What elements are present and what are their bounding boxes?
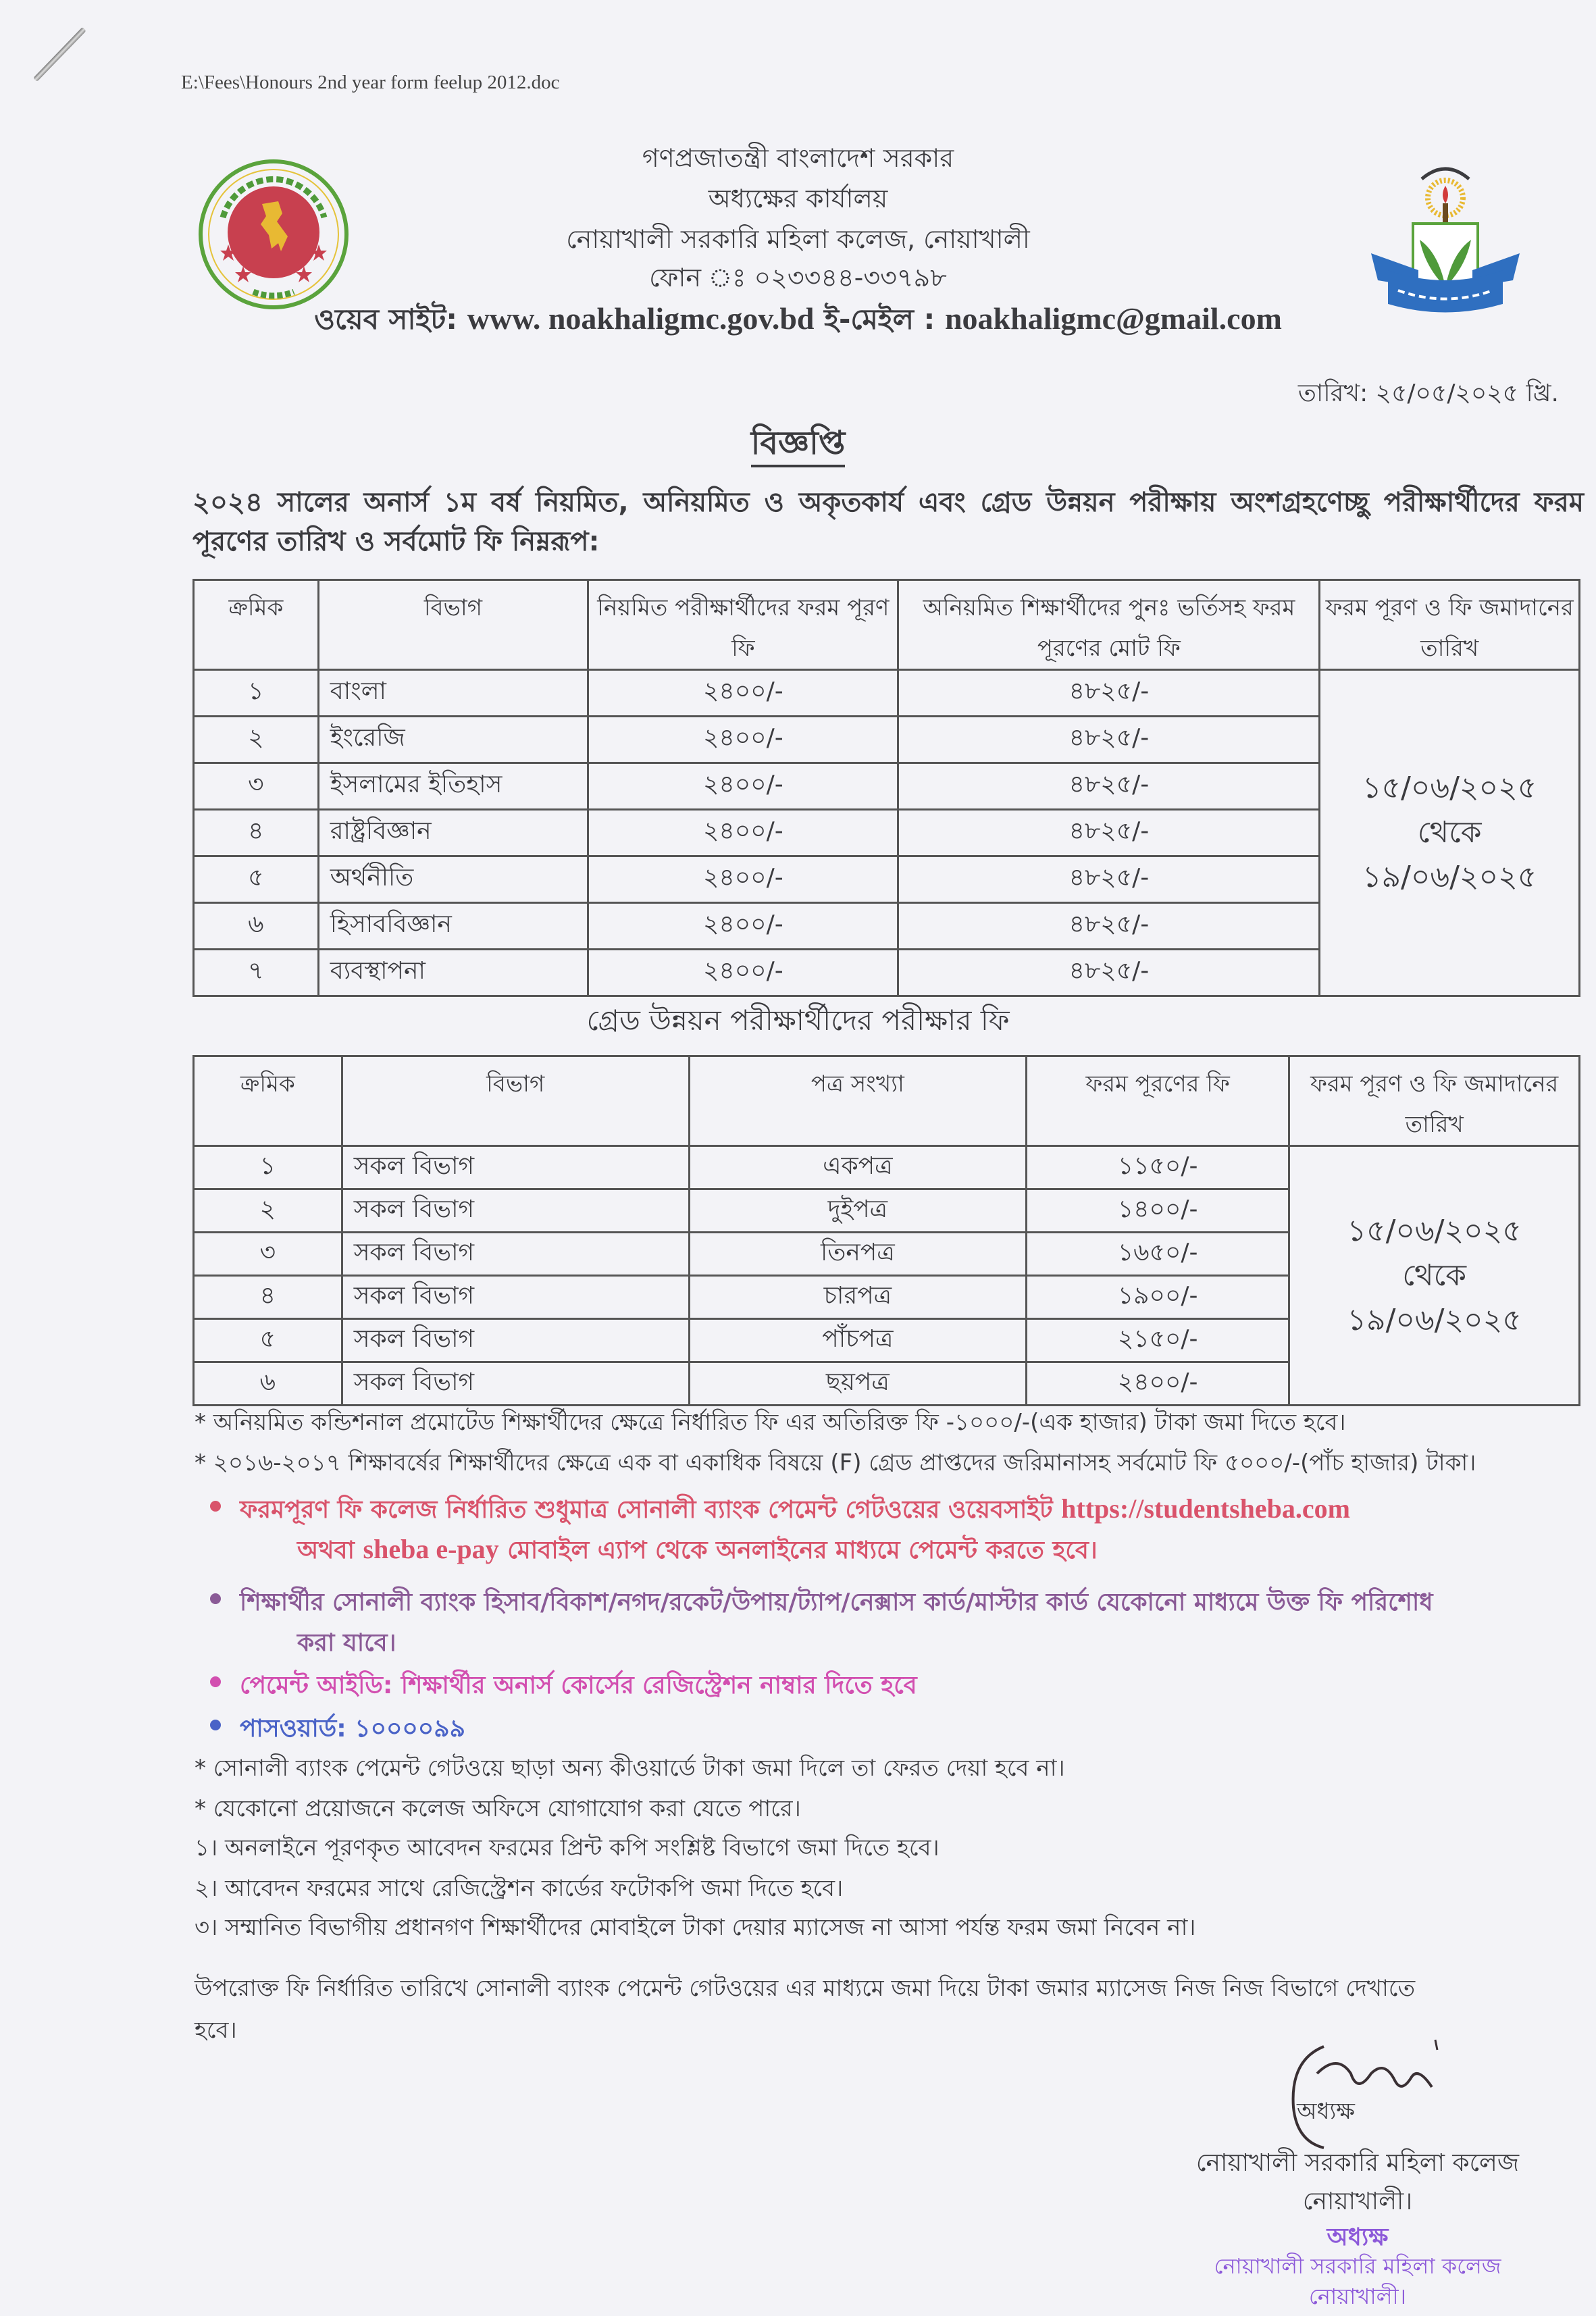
department-cell: ইসলামের ইতিহাস: [318, 763, 588, 810]
department-cell: ব্যবস্থাপনা: [318, 950, 588, 996]
papers-cell: ছয়পত্র: [689, 1362, 1026, 1406]
regular-fee-cell: ২৪০০/-: [588, 763, 898, 810]
department-cell: রাষ্ট্রবিজ্ঞান: [318, 810, 588, 856]
header-office: অধ্যক্ষের কার্যালয়: [708, 184, 888, 213]
bullet-payment-website: [240, 1491, 1350, 1532]
serial-cell: ১: [194, 670, 319, 717]
regular-fee-cell: ২৪০০/-: [588, 717, 898, 763]
col-serial: ক্রমিক: [194, 580, 319, 670]
stamp-designation: অধ্যক্ষ: [1327, 2223, 1389, 2251]
department-cell: সকল বিভাগ: [342, 1319, 689, 1362]
studentsheba-link[interactable]: https://studentsheba.com: [1061, 1493, 1351, 1524]
irregular-fee-cell: ৪৮২৫/-: [898, 763, 1320, 810]
note-step-1: ১। অনলাইনে পূরণকৃত আবেদন ফরমের প্রিন্ট কপি সংশ্লিষ্ট বিভাগে জমা দিতে হবে।: [195, 1834, 939, 1861]
note-step-2: ২। আবেদন ফরমের সাথে রেজিস্ট্রেশন কার্ডের ফটোকপি জমা দিতে হবে।: [195, 1875, 844, 1902]
signature-institution: নোয়াখালী সরকারি মহিলা কলেজ: [1195, 2149, 1520, 2177]
header-contact: [0, 297, 1596, 345]
serial-cell: ৪: [194, 810, 319, 856]
department-cell: বাংলা: [318, 670, 588, 717]
fee-cell: ১৯০০/-: [1026, 1276, 1289, 1319]
irregular-fee-cell: ৪৮২৫/-: [898, 950, 1320, 996]
note-refund: * সোনালী ব্যাংক পেমেন্ট গেটওয়ে ছাড়া অন্য কীওয়ার্ডে টাকা জমা দিলে তা ফেরত দেয়া হবে না।: [195, 1755, 1065, 1782]
signature-designation: অধ্যক্ষ: [1297, 2098, 1355, 2125]
col-irregular-fee: অনিয়মিত শিক্ষার্থীদের পুনঃ ভর্তিসহ ফরম পূরণের মোট ফি: [898, 580, 1320, 670]
regular-fee-cell: ২৪০০/-: [588, 856, 898, 903]
bullet-payment-text: ফরমপূরণ ফি কলেজ নির্ধারিত শুধুমাত্র সোনালী ব্যাংক পেমেন্ট গেটওয়ের ওয়েবসাইট: [240, 1496, 1053, 1524]
col-date: ফরম পূরণ ও ফি জমাদানের তারিখ: [1320, 580, 1580, 670]
fee-cell: ১৪০০/-: [1026, 1189, 1289, 1233]
department-cell: সকল বিভাগ: [342, 1146, 689, 1189]
bullet-methods-text: শিক্ষার্থীর সোনালী ব্যাংক হিসাব/বিকাশ/নগদ/রকেট/উপায়/ট্যাপ/নেক্সাস কার্ড/মাস্টার কার্ড যেকোনো মাধ্যমে উক্ত ফি পরিশোধ: [240, 1589, 1433, 1616]
department-cell: সকল বিভাগ: [342, 1362, 689, 1406]
serial-cell: ৪: [194, 1276, 342, 1319]
serial-cell: ৬: [194, 1362, 342, 1406]
date-from: ১৫/০৬/২০২৫: [1347, 1213, 1522, 1248]
col-regular-fee: নিয়মিত পরীক্ষার্থীদের ফরম পূরণ ফি: [588, 580, 898, 670]
serial-cell: ৫: [194, 1319, 342, 1362]
closing-line-1: উপরোক্ত ফি নির্ধারিত তারিখে সোনালী ব্যাংক পেমেন্ট গেটওয়ের এর মাধ্যমে জমা দিয়ে টাকা জমার ম্যাসেজ নিজ নিজ বিভাগে দেখাতে: [195, 1975, 1416, 2002]
grade-improvement-fee-table: [192, 1055, 1580, 1406]
table-row: [194, 1146, 1580, 1189]
bullet-password: [240, 1710, 465, 1751]
regular-fee-table: [192, 579, 1580, 997]
notice-intro: ২০২৪ সালের অনার্স ১ম বর্ষ নিয়মিত, অনিয়মিত ও অকৃতকার্য এবং গ্রেড উন্নয়ন পরীক্ষায় অংশগ্রহণেচ্ছু পরীক্ষার্থীদের ফরম পূরণের তারিখ ও সর্বমোট ফি নিম্নরূপ:: [192, 487, 1584, 557]
papers-cell: দুইপত্র: [689, 1189, 1026, 1233]
table-header-row: [194, 1056, 1580, 1146]
table-row: [194, 670, 1580, 717]
col-department: বিভাগ: [342, 1056, 689, 1146]
grade-improvement-title: গ্রেড উন্নয়ন পরীক্ষার্থীদের পরীক্ষার ফি: [586, 1004, 1010, 1037]
irregular-fee-cell: ৪৮২৫/-: [898, 670, 1320, 717]
papers-cell: একপত্র: [689, 1146, 1026, 1189]
table-header-row: [194, 580, 1580, 670]
papers-cell: চারপত্র: [689, 1276, 1026, 1319]
col-fee: ফরম পূরণের ফি: [1026, 1056, 1289, 1146]
header-college: নোয়াখালী সরকারি মহিলা কলেজ, নোয়াখালী: [566, 224, 1030, 254]
bullet-payment-methods-line2: করা যাবে।: [297, 1629, 396, 1657]
regular-fee-cell: ২৪০০/-: [588, 810, 898, 856]
bullet-payment-id: [240, 1667, 917, 1707]
website-link[interactable]: www. noakhaligmc.gov.bd: [467, 301, 815, 336]
serial-cell: ২: [194, 717, 319, 763]
col-department: বিভাগ: [318, 580, 588, 670]
sheba-epay-app: sheba e-pay: [363, 1534, 499, 1564]
serial-cell: ৩: [194, 1233, 342, 1276]
website-label: ওয়েব সাইট:: [314, 303, 458, 336]
serial-cell: ২: [194, 1189, 342, 1233]
date-to: ১৯/০৬/২০২৫: [1347, 1302, 1522, 1337]
serial-cell: ৭: [194, 950, 319, 996]
serial-cell: ৩: [194, 763, 319, 810]
serial-cell: ৫: [194, 856, 319, 903]
email-label: ই-মেইল :: [824, 303, 935, 336]
serial-cell: ৬: [194, 903, 319, 950]
irregular-fee-cell: ৪৮২৫/-: [898, 856, 1320, 903]
bullet-payment-id-text: পেমেন্ট আইডি: শিক্ষার্থীর অনার্স কোর্সের রেজিস্ট্রেশন নাম্বার দিতে হবে: [240, 1672, 917, 1699]
email-link[interactable]: noakhaligmc@gmail.com: [944, 301, 1282, 336]
col-serial: ক্রমিক: [194, 1056, 342, 1146]
papers-cell: তিনপত্র: [689, 1233, 1026, 1276]
signature-place: নোয়াখালী।: [1302, 2188, 1413, 2215]
college-emblem-logo: [1358, 152, 1533, 321]
bullet-payment-app-text: মোবাইল এ্যাপ থেকে অনলাইনের মাধ্যমে পেমেন্ট করতে হবে।: [507, 1537, 1098, 1564]
irregular-fee-cell: ৪৮২৫/-: [898, 810, 1320, 856]
department-cell: ইংরেজি: [318, 717, 588, 763]
date-range-cell: [1320, 670, 1580, 996]
bullet-dot-icon: [210, 1676, 221, 1687]
bullet-payment-methods: [240, 1584, 1433, 1624]
bullet-password-text: পাসওয়ার্ড: ১০০০০৯৯: [240, 1715, 465, 1743]
closing-line-2: হবে।: [195, 2017, 237, 2044]
date-to: ১৯/০৬/২০২৫: [1362, 860, 1537, 894]
department-cell: সকল বিভাগ: [342, 1276, 689, 1319]
fee-cell: ২১৫০/-: [1026, 1319, 1289, 1362]
bullet-payment-or: অথবা: [297, 1537, 355, 1564]
col-papers: পত্র সংখ্যা: [689, 1056, 1026, 1146]
department-cell: সকল বিভাগ: [342, 1189, 689, 1233]
fee-cell: ১৬৫০/-: [1026, 1233, 1289, 1276]
date-middle: থেকে: [1417, 815, 1482, 850]
col-date: ফরম পূরণ ও ফি জমাদানের তারিখ: [1289, 1056, 1580, 1146]
fee-cell: ২৪০০/-: [1026, 1362, 1289, 1406]
regular-fee-cell: ২৪০০/-: [588, 903, 898, 950]
bullet-dot-icon: [210, 1593, 221, 1604]
date-from: ১৫/০৬/২০২৫: [1362, 771, 1537, 805]
bullet-dot-icon: [210, 1720, 221, 1730]
notice-date: তারিখ: ২৫/০৫/২০২৫ খ্রি.: [1297, 380, 1559, 407]
bullet-payment-app-line: [297, 1532, 1098, 1572]
header-phone: ফোন ঃ ০২৩৩৪৪-৩৩৭৯৮: [649, 263, 947, 292]
department-cell: সকল বিভাগ: [342, 1233, 689, 1276]
bullet-dot-icon: [210, 1501, 221, 1512]
regular-fee-cell: ২৪০০/-: [588, 950, 898, 996]
file-path: E:\Fees\Honours 2nd year form feelup 2012.doc: [181, 72, 560, 93]
department-cell: অর্থনীতি: [318, 856, 588, 903]
serial-cell: ১: [194, 1146, 342, 1189]
papers-cell: পাঁচপত্র: [689, 1319, 1026, 1362]
notice-title: [0, 419, 1596, 472]
regular-fee-cell: ২৪০০/-: [588, 670, 898, 717]
department-cell: হিসাববিজ্ঞান: [318, 903, 588, 950]
fee-cell: ১১৫০/-: [1026, 1146, 1289, 1189]
irregular-fee-cell: ৪৮২৫/-: [898, 717, 1320, 763]
stamp-place: নোয়াখালী।: [1308, 2284, 1407, 2309]
notice-title-text: বিজ্ঞপ্তি: [751, 424, 846, 467]
note-contact-office: * যেকোনো প্রয়োজনে কলেজ অফিসে যোগাযোগ করা যেতে পারে।: [195, 1795, 801, 1822]
staple-mark: [33, 27, 86, 82]
date-middle: থেকে: [1402, 1258, 1467, 1293]
header-government: গণপ্রজাতন্ত্রী বাংলাদেশ সরকার: [642, 143, 954, 173]
irregular-fee-cell: ৪৮২৫/-: [898, 903, 1320, 950]
note-conditional-promoted: * অনিয়মিত কন্ডিশনাল প্রমোটেড শিক্ষার্থীদের ক্ষেত্রে নির্ধারিত ফি এর অতিরিক্ত ফি -১০০০/-(এক হাজার) টাকা জমা দিতে হবে।: [195, 1409, 1346, 1436]
stamp-institution: নোয়াখালী সরকারি মহিলা কলেজ: [1214, 2253, 1501, 2279]
note-step-3: ৩। সম্মানিত বিভাগীয় প্রধানগণ শিক্ষার্থীদের মোবাইলে টাকা দেয়ার ম্যাসেজ না আসা পর্যন্ত ফরম জমা নিবেন না।: [195, 1914, 1196, 1941]
date-range-cell: [1289, 1146, 1580, 1406]
note-2016-2017-session: * ২০১৬-২০১৭ শিক্ষাবর্ষের শিক্ষার্থীদের ক্ষেত্রে এক বা একাধিক বিষয়ে (F) গ্রেড প্রাপ্তদের জরিমানাসহ সর্বমোট ফি ৫০০০/-(পাঁচ হাজার) টাকা।: [195, 1449, 1476, 1476]
